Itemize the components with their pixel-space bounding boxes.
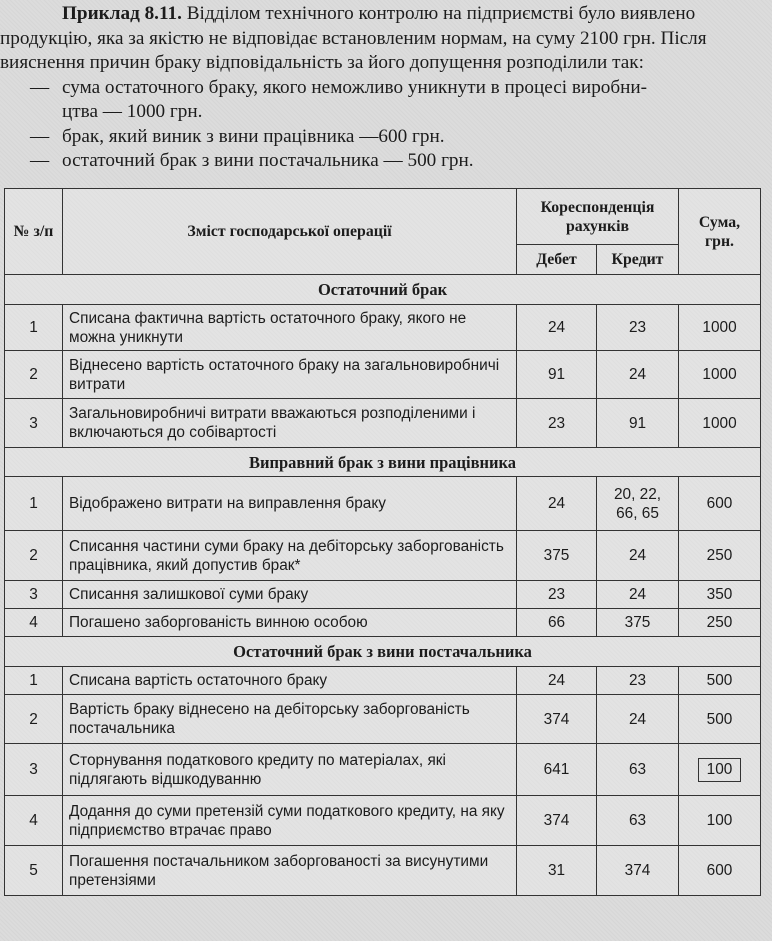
header-sum: Сума, грн. <box>679 189 761 275</box>
header-credit: Кредит <box>597 245 679 275</box>
header-correspondence: Кореспонденція рахунків <box>517 189 679 245</box>
bullet-text-cont: цтва — 1000 грн. <box>62 101 203 122</box>
cell-credit: 91 <box>597 399 679 448</box>
cell-debit: 375 <box>517 531 597 581</box>
cell-sum: 1000 <box>679 305 761 351</box>
cell-num: 2 <box>5 351 63 399</box>
cell-credit: 23 <box>597 305 679 351</box>
cell-text: Списання частини суми браку на дебіторську заборгованість працівника, який допустив брак* <box>63 531 517 581</box>
cell-text: Віднесено вартість остаточного браку на загальновиробничі витрати <box>63 351 517 399</box>
cell-debit: 23 <box>517 399 597 448</box>
header-num: № з/п <box>5 189 63 275</box>
section-title: Остаточний брак з вини постачальника <box>5 637 761 667</box>
bullet-text: брак, який виник з вини працівника —600 грн. <box>62 125 445 147</box>
cell-sum: 500 <box>679 695 761 744</box>
operations-table <box>4 188 761 896</box>
dash-icon: — <box>30 76 50 98</box>
cell-text: Списана фактична вартість остаточного браку, якого не можна уникнути <box>63 305 517 351</box>
cell-sum: 600 <box>679 477 761 531</box>
cell-debit: 374 <box>517 695 597 744</box>
table-body <box>5 275 761 896</box>
cell-num: 5 <box>5 846 63 896</box>
cell-text: Додання до суми претензій суми податкового кредиту, на яку підприємство втрачає право <box>63 796 517 846</box>
cell-text: Сторнування податкового кредиту по матеріалах, які підлягають відшкодуванню <box>63 744 517 796</box>
bullet-text: сума остаточного браку, якого неможливо уникнути в процесі виробни- <box>62 76 648 98</box>
cell-credit: 63 <box>597 744 679 796</box>
cell-text: Погашено заборгованість винною особою <box>63 609 517 637</box>
cell-num: 4 <box>5 609 63 637</box>
cell-debit: 24 <box>517 477 597 531</box>
section-title: Виправний брак з вини працівника <box>5 448 761 477</box>
cell-text: Списана вартість остаточного браку <box>63 667 517 695</box>
cell-sum: 250 <box>679 609 761 637</box>
cell-debit: 91 <box>517 351 597 399</box>
cell-debit: 31 <box>517 846 597 896</box>
header-debit: Дебет <box>517 245 597 275</box>
cell-debit: 23 <box>517 581 597 609</box>
intro-body: Відділом технічного контролю на підприємстві було виявлено продукцію, яка за якістю не відповідає встановленим нормам, на суму 2100 грн. Після вияснення причин браку відповідальність за його допущення розподілили так: <box>0 3 707 73</box>
cell-credit: 20, 22, 66, 65 <box>597 477 679 531</box>
dash-icon: — <box>30 150 50 171</box>
bullet-item <box>0 149 770 174</box>
cell-num: 3 <box>5 399 63 448</box>
cell-credit: 23 <box>597 667 679 695</box>
cell-debit: 641 <box>517 744 597 796</box>
example-label: Приклад 8.11. <box>62 3 182 24</box>
bullet-item <box>0 125 770 150</box>
cell-credit: 63 <box>597 796 679 846</box>
cell-sum: 600 <box>679 846 761 896</box>
cell-num: 1 <box>5 477 63 531</box>
cell-text: Погашення постачальником заборгованості за висунутими претензіями <box>63 846 517 896</box>
section-title: Остаточний брак <box>5 275 761 305</box>
cell-sum: 100 <box>679 796 761 846</box>
table-header <box>5 189 761 275</box>
cell-credit: 375 <box>597 609 679 637</box>
cell-credit: 24 <box>597 531 679 581</box>
cell-num: 1 <box>5 667 63 695</box>
cell-credit: 24 <box>597 695 679 744</box>
boxed-sum: 100 <box>698 758 742 782</box>
cell-text: Вартість браку віднесено на дебіторську заборгованість постачальника <box>63 695 517 744</box>
cell-num: 1 <box>5 305 63 351</box>
cell-sum: 1000 <box>679 399 761 448</box>
cell-text: Списання залишкової суми браку <box>63 581 517 609</box>
bullet-item <box>0 76 770 125</box>
bullet-text: остаточний брак з вини постачальника — 500 грн. <box>62 150 474 171</box>
cell-credit: 24 <box>597 351 679 399</box>
cell-num: 3 <box>5 744 63 796</box>
cell-credit: 24 <box>597 581 679 609</box>
cell-debit: 374 <box>517 796 597 846</box>
cell-sum: 1000 <box>679 351 761 399</box>
cell-text: Відображено витрати на виправлення браку <box>63 477 517 531</box>
intro-text <box>0 2 770 174</box>
cell-debit: 66 <box>517 609 597 637</box>
dash-icon: — <box>30 125 50 147</box>
cell-sum: 500 <box>679 667 761 695</box>
cell-sum: 350 <box>679 581 761 609</box>
header-content: Зміст господарської операції <box>63 189 517 275</box>
intro-bullets <box>0 76 770 174</box>
cell-num: 3 <box>5 581 63 609</box>
cell-debit: 24 <box>517 305 597 351</box>
cell-num: 2 <box>5 695 63 744</box>
cell-sum: 250 <box>679 531 761 581</box>
cell-text: Загальновиробничі витрати вважаються розподіленими і включаються до собівартості <box>63 399 517 448</box>
cell-num: 4 <box>5 796 63 846</box>
cell-debit: 24 <box>517 667 597 695</box>
cell-sum <box>679 744 761 796</box>
cell-num: 2 <box>5 531 63 581</box>
cell-credit: 374 <box>597 846 679 896</box>
intro-paragraph <box>0 2 770 76</box>
